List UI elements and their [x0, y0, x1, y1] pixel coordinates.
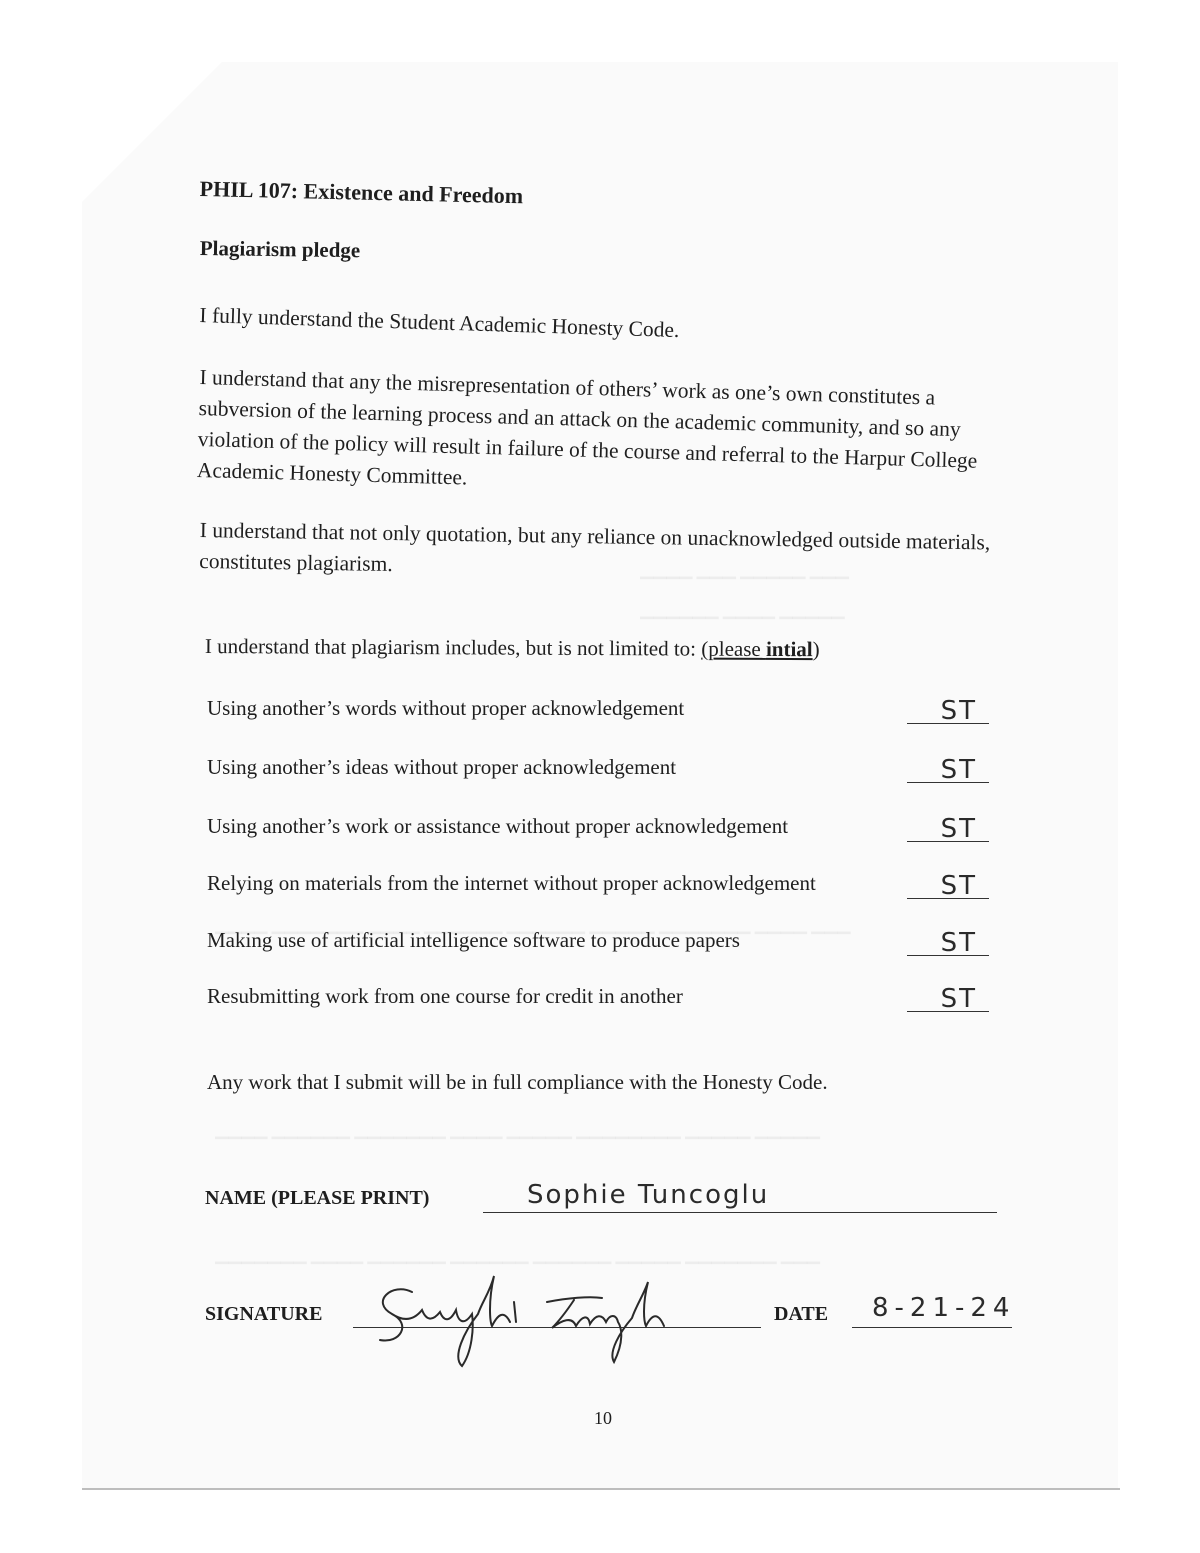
plagiarism-list-intro	[205, 634, 820, 662]
date-label: DATE	[774, 1303, 829, 1325]
handwritten-initials: ST	[940, 984, 977, 1014]
pledge-item-text: Relying on materials from the internet without proper acknowledgement	[207, 871, 816, 895]
paren-close: )	[812, 637, 820, 662]
intro-note	[701, 637, 813, 662]
signature-label: SIGNATURE	[205, 1303, 323, 1325]
name-line	[483, 1212, 997, 1213]
handwritten-signature	[352, 1262, 712, 1372]
sheet-bottom-edge	[82, 1488, 1120, 1490]
handwritten-initials: ST	[940, 814, 977, 844]
document-subtitle: Plagiarism pledge	[199, 236, 361, 263]
document-title: PHIL 107: Existence and Freedom	[199, 176, 524, 209]
pledge-item	[207, 810, 997, 844]
pledge-item-text: Using another’s words without proper acknowledgement	[207, 696, 685, 720]
date-line	[852, 1327, 1012, 1328]
intial-text: intial	[765, 636, 813, 662]
handwritten-name: Sophie Tuncoglu	[527, 1180, 770, 1210]
pledge-paragraph: I understand that not only quotation, but any reliance on unacknowledged outside materials, constitutes plagiarism.	[199, 517, 991, 577]
pledge-item-text: Using another’s ideas without proper acknowledgement	[207, 755, 677, 779]
pledge-item	[207, 867, 997, 901]
pledge-item	[207, 692, 997, 726]
pledge-item-text: Making use of artificial intelligence software to produce papers	[207, 928, 740, 952]
handwritten-date: 8-21-24	[872, 1293, 1016, 1323]
handwritten-initials: ST	[940, 928, 977, 958]
pledge-item	[207, 980, 997, 1014]
pledge-item-text: Resubmitting work from one course for credit in another	[207, 984, 683, 1008]
handwritten-initials: ST	[940, 871, 977, 901]
please-text: please	[708, 636, 767, 661]
pledge-paragraph: I fully understand the Student Academic Honesty Code.	[199, 302, 680, 343]
pledge-paragraph: I understand that any the misrepresentation of others’ work as one’s own constitutes a subversion of the learning process and an attack on the academic community, and so any violation of the policy will result in failure of the course and referral to the Harpur College Academic Honesty Committee.	[196, 364, 978, 490]
handwritten-initials: ST	[940, 696, 977, 726]
page-number: 10	[594, 1408, 612, 1428]
name-label: NAME (PLEASE PRINT)	[205, 1187, 430, 1209]
pledge-item-text: Using another’s work or assistance without proper acknowledgement	[207, 814, 789, 838]
handwritten-initials: ST	[940, 755, 977, 785]
compliance-statement: Any work that I submit will be in full compliance with the Honesty Code.	[207, 1070, 828, 1094]
pledge-item	[207, 924, 997, 958]
intro-text: I understand that plagiarism includes, but is not limited to:	[204, 634, 702, 661]
pledge-item	[207, 751, 997, 785]
paren-open: (	[701, 636, 709, 661]
